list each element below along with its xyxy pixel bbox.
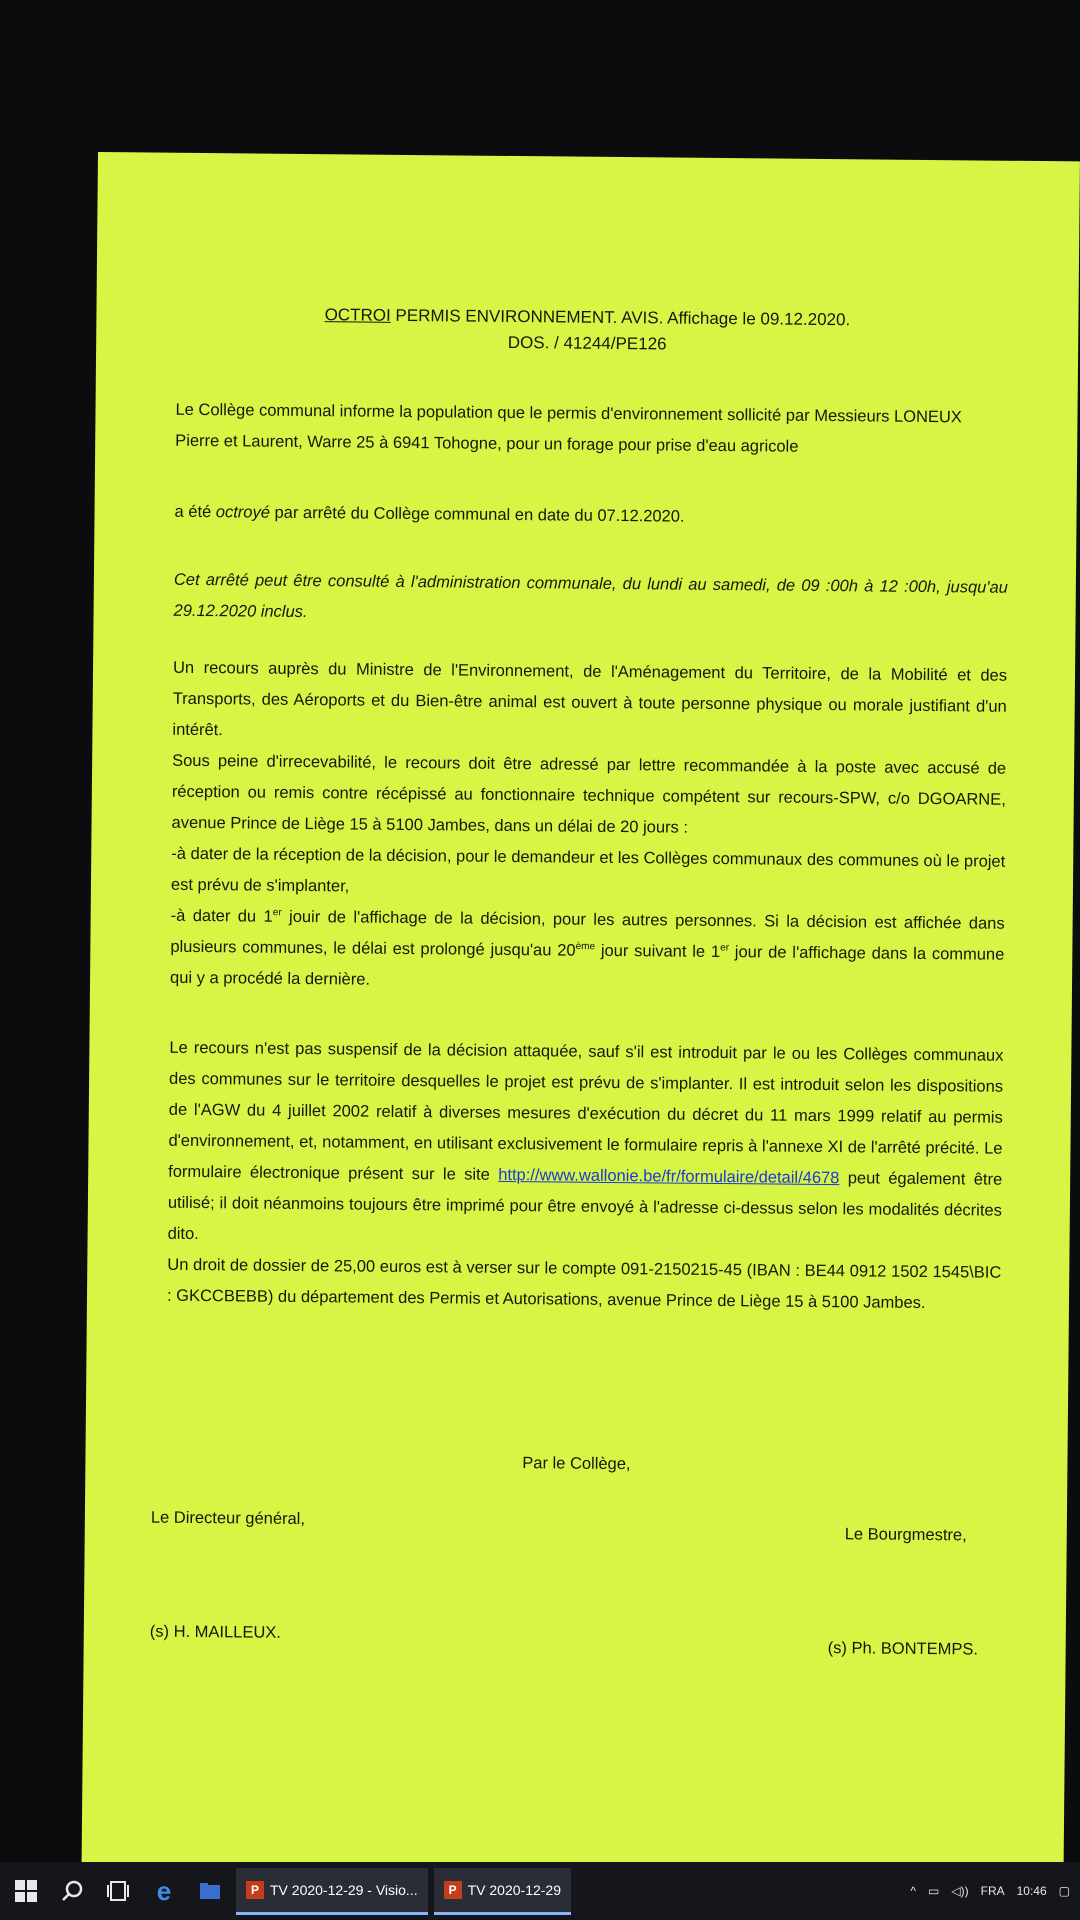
paragraph-granted: a été octroyé par arrêté du Collège communal en date du 07.12.2020.: [174, 502, 685, 526]
windows-start-icon[interactable]: [6, 1871, 46, 1911]
dossier-number: DOS. / 41244/PE126: [507, 332, 667, 354]
taskbar-app-visio[interactable]: P TV 2020-12-29 - Visio...: [236, 1868, 428, 1915]
notice-title: [96, 300, 1078, 361]
taskbar-app-tv[interactable]: P TV 2020-12-29: [434, 1868, 571, 1915]
notifications-icon[interactable]: ▢: [1058, 1884, 1070, 1898]
appeal-conditions: Sous peine d'irrecevabilité, le recours doit être adressé par lettre recommandée à la poste avec accusé de réception ou remis contre récépissé au fonctionnaire technique compétent sur recours-SPW, c/o DGOARNE, avenue Prince de Liège 15 à 5100 Jambes, dans un délai de 20 jours :: [171, 751, 1007, 837]
par-le-college: Par le Collège,: [522, 1454, 631, 1474]
edge-browser-icon[interactable]: e: [156, 1875, 172, 1906]
paragraph-fee: Un droit de dossier de 25,00 euros est à verser sur le compte 091-2150215-45 (IBAN : BE44 0912 1502 1545\BIC : GKCCBEBB) du département des Permis et Autorisations, avenue Prince de Liège 15 à 5100 Jambes.: [166, 1255, 1002, 1312]
paragraph-suspensive: Le recours n'est pas suspensif de la décision attaquée, sauf s'il est introduit par le ou les Collèges communaux des communes sur le territoire desquelles le projet est prévu de s'implanter. Il est introduit selon les dispositions de l'AGW du 4 juillet 2002 relatif à diverses mesures d'exécution du décret du 11 mars 1999 relatif au permis d'environnement, et, notamment, en utilisant exclusivement le formulaire repris à l'annexe XI de l'arrêté précité. Le formulaire électronique présent sur le site http://www.wallonie.be/fr/formulaire/detail/4678 peut également être utilisé; il doit néanmoins toujours être imprimé pour être envoyé à l'adresse ci-dessus selon les modalités décrites dito. Un droit de dossier de 25,00 euros est à verser sur le compte 091-2150215-45 (IBAN : BE44 0912 1502 1545\BIC : GKCCBEBB) du département des Permis et Autorisations, avenue Prince de Liège 15 à 5100 Jambes.: [167, 1033, 1004, 1320]
paragraph-permit-request: Le Collège communal informe la population que le permis d'environnement sollicité par Messieurs LONEUX Pierre et Laurent, Warre 25 à 6941 Tohogne, pour un forage pour prise d'eau agricole: [175, 400, 962, 456]
signature-directeur: (s) H. MAILLEUX.: [149, 1622, 281, 1642]
appeal-delay-applicant: -à dater de la réception de la décision, pour le demandeur et les Collèges communaux des communes où le projet est prévu de s'implanter,: [170, 844, 1006, 896]
chevron-up-icon[interactable]: ^: [910, 1884, 917, 1898]
bourgmestre-label: Le Bourgmestre,: [844, 1525, 967, 1545]
granted-word: octroyé: [215, 503, 271, 522]
directeur-label: Le Directeur général,: [150, 1508, 306, 1529]
search-icon[interactable]: [52, 1871, 92, 1911]
task-view-icon[interactable]: [98, 1871, 138, 1911]
powerpoint-icon: P: [246, 1881, 264, 1899]
form-link[interactable]: http://www.wallonie.be/fr/formulaire/detail/4678: [498, 1165, 840, 1188]
signature-bourgmestre: (s) Ph. BONTEMPS.: [827, 1639, 979, 1659]
appeal-delay-others: -à dater du 1er jouir de l'affichage de la décision, pour les autres personnes. Si la décision est affichée dans plusieurs communes, le délai est prolongé jusqu'au 20ème jour suivant le 1er jour de l'affichage dans la commune qui y a procédé la dernière.: [169, 906, 1005, 989]
taskbar: [0, 1862, 1080, 1920]
volume-icon[interactable]: ◁)): [951, 1884, 969, 1898]
paragraph-consultation: Cet arrêté peut être consulté à l'administration communale, du lundi au samedi, de 09 :00h à 12 :00h, jusqu'au 29.12.2020 inclus.: [173, 570, 1008, 622]
powerpoint-icon: P: [444, 1881, 462, 1899]
system-tray: [898, 1884, 1080, 1898]
file-explorer-icon[interactable]: [190, 1871, 230, 1911]
appeal-intro: Un recours auprès du Ministre de l'Environnement, de l'Aménagement du Territoire, de la Mobilité et des Transports, des Aéroports et du Bien-être animal est ouvert à toute personne physique ou morale justifiant d'un intérêt.: [172, 658, 1008, 740]
title-rest: PERMIS ENVIRONNEMENT. AVIS. Affichage le 09.12.2020.: [390, 305, 851, 330]
clock[interactable]: 10:46: [1016, 1884, 1047, 1898]
network-icon[interactable]: ▭: [928, 1884, 940, 1898]
paragraph-appeal: [170, 653, 1007, 1002]
notice-document: [82, 152, 1080, 1879]
title-octroi: OCTROI: [324, 305, 391, 325]
language-indicator[interactable]: FRA: [980, 1884, 1005, 1898]
